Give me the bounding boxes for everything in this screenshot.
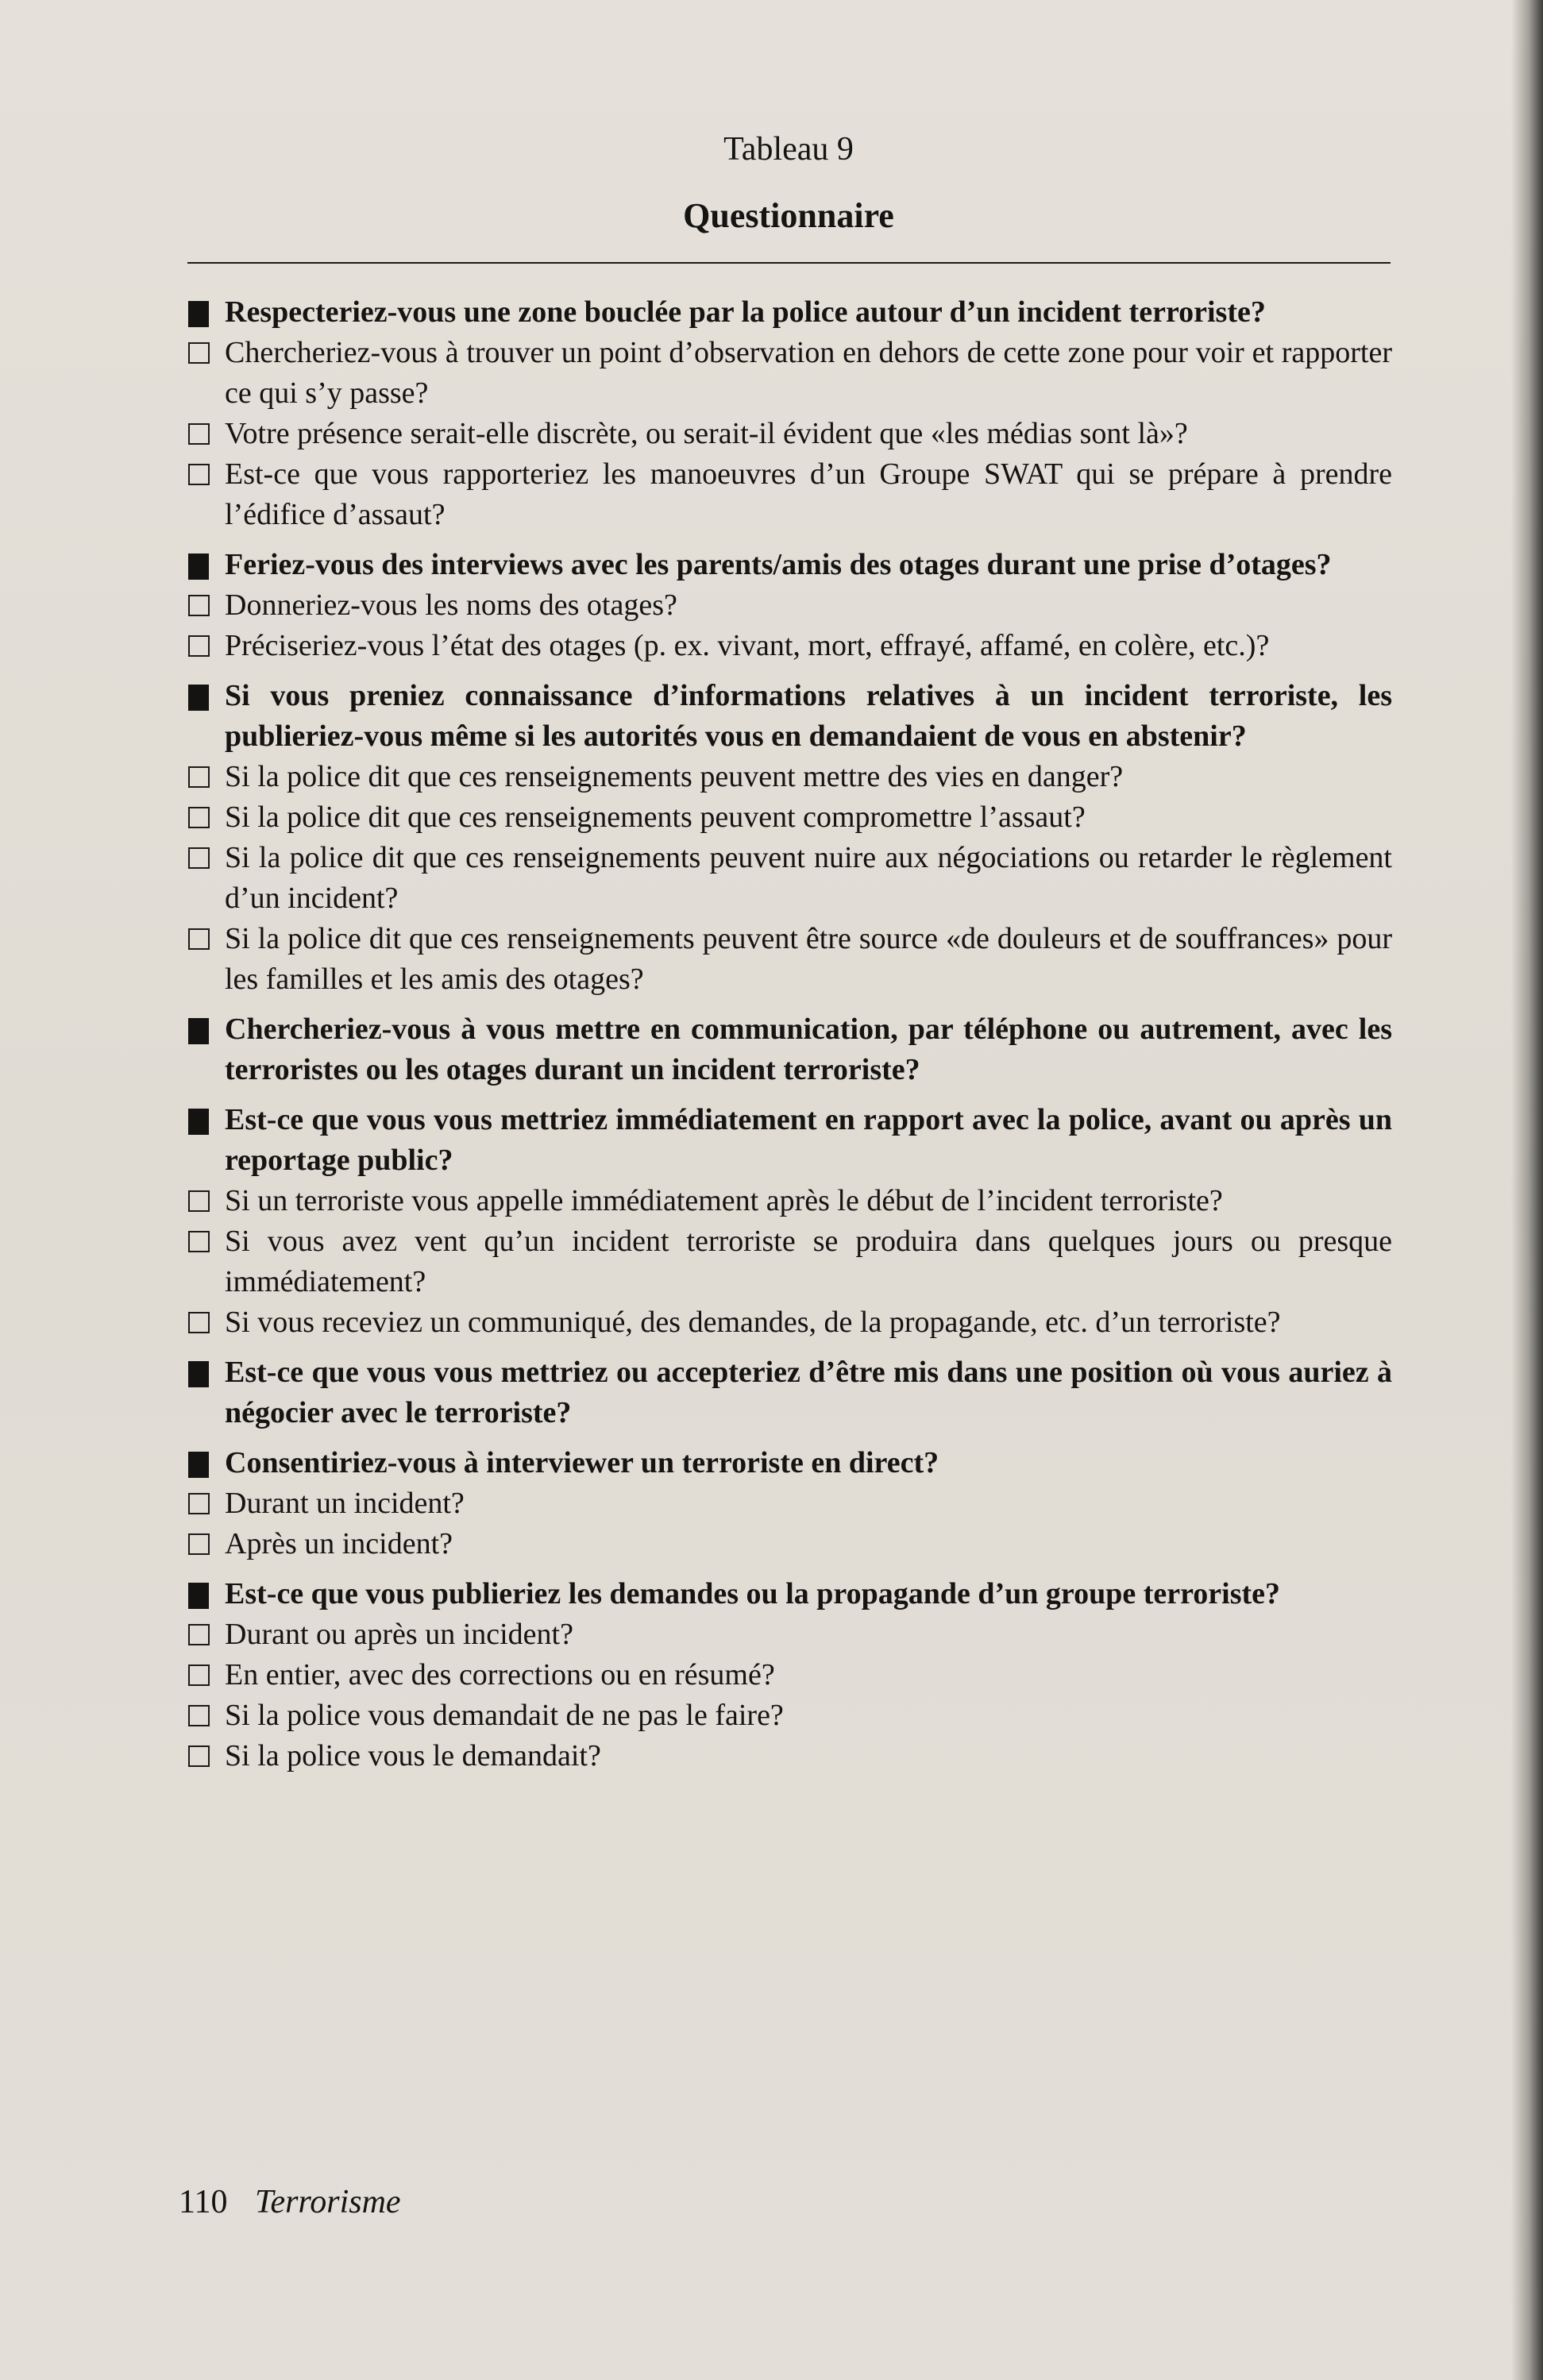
checkbox-item <box>185 1181 1392 1221</box>
empty-checkbox-icon <box>185 585 225 626</box>
checkbox-item <box>185 333 1392 414</box>
checkbox-item <box>185 838 1392 919</box>
checkbox-item-text: Préciseriez-vous l’état des otages (p. ex. vivant, mort, effrayé, affamé, en colère, etc.)? <box>225 629 1270 662</box>
table-label: Tableau 9 <box>723 131 854 168</box>
question-item <box>185 292 1392 333</box>
empty-checkbox-icon <box>185 1483 225 1524</box>
filled-square-icon <box>185 545 225 585</box>
binding-shadow <box>1511 0 1543 2380</box>
checkbox-item-text: En entier, avec des corrections ou en résumé? <box>225 1658 775 1691</box>
checkbox-item <box>185 1302 1392 1343</box>
checkbox-item-text: Durant ou après un incident? <box>225 1618 573 1651</box>
title-rule <box>187 262 1391 264</box>
checkbox-item-text: Si la police dit que ces renseignements peuvent nuire aux négociations ou retarder le règlement d’un incident? <box>225 841 1392 915</box>
checkbox-item <box>185 757 1392 797</box>
question-section <box>185 1443 1392 1564</box>
empty-checkbox-icon <box>185 838 225 919</box>
question-text: Chercheriez-vous à vous mettre en communication, par téléphone ou autrement, avec les terroristes ou les otages durant un incident terroriste? <box>225 1013 1392 1086</box>
question-section <box>185 1100 1392 1343</box>
question-text: Feriez-vous des interviews avec les parents/amis des otages durant une prise d’otages? <box>225 548 1332 581</box>
question-item <box>185 1352 1392 1433</box>
question-text: Si vous preniez connaissance d’informations relatives à un incident terroriste, les publieriez-vous même si les autorités vous en demandaient de vous en abstenir? <box>225 679 1392 753</box>
checkbox-item-text: Votre présence serait-elle discrète, ou serait-il évident que «les médias sont là»? <box>225 417 1188 450</box>
checkbox-item-text: Durant un incident? <box>225 1487 465 1520</box>
checkbox-item <box>185 1695 1392 1736</box>
page-footer <box>179 2180 401 2224</box>
filled-square-icon <box>185 1009 225 1090</box>
checkbox-item-text: Est-ce que vous rapporteriez les manoeuvres d’un Groupe SWAT qui se prépare à prendre l’édifice d’assaut? <box>225 457 1392 531</box>
checkbox-item-text: Si la police vous demandait de ne pas le faire? <box>225 1699 784 1732</box>
empty-checkbox-icon <box>185 1655 225 1695</box>
empty-checkbox-icon <box>185 454 225 535</box>
checkbox-item-text: Si la police dit que ces renseignements peuvent mettre des vies en danger? <box>225 760 1124 793</box>
empty-checkbox-icon <box>185 1524 225 1564</box>
empty-checkbox-icon <box>185 919 225 1000</box>
checkbox-item <box>185 1614 1392 1655</box>
checkbox-item <box>185 1221 1392 1302</box>
question-item <box>185 676 1392 757</box>
filled-square-icon <box>185 1574 225 1614</box>
empty-checkbox-icon <box>185 1614 225 1655</box>
checkbox-item-text: Donneriez-vous les noms des otages? <box>225 588 677 622</box>
empty-checkbox-icon <box>185 1181 225 1221</box>
checkbox-item <box>185 1524 1392 1564</box>
filled-square-icon <box>185 676 225 757</box>
running-title: Terrorisme <box>254 2184 401 2220</box>
page-content <box>185 127 1392 1786</box>
question-item <box>185 1574 1392 1614</box>
filled-square-icon <box>185 1443 225 1483</box>
checkbox-item <box>185 919 1392 1000</box>
question-section <box>185 1574 1392 1776</box>
question-item <box>185 1443 1392 1483</box>
question-text: Consentiriez-vous à interviewer un terroriste en direct? <box>225 1446 939 1479</box>
checkbox-item-text: Si vous receviez un communiqué, des demandes, de la propagande, etc. d’un terroriste? <box>225 1306 1281 1339</box>
checkbox-item <box>185 1655 1392 1695</box>
checkbox-item-text: Après un incident? <box>225 1527 453 1560</box>
checkbox-item <box>185 1483 1392 1524</box>
question-text: Respecteriez-vous une zone bouclée par la police autour d’un incident terroriste? <box>225 295 1266 329</box>
question-item <box>185 1100 1392 1181</box>
question-section <box>185 1352 1392 1433</box>
questionnaire-list <box>185 292 1392 1776</box>
empty-checkbox-icon <box>185 333 225 414</box>
empty-checkbox-icon <box>185 1221 225 1302</box>
empty-checkbox-icon <box>185 1302 225 1343</box>
question-text: Est-ce que vous publieriez les demandes ou la propagande d’un groupe terroriste? <box>225 1577 1280 1610</box>
checkbox-item-text: Si la police dit que ces renseignements peuvent être source «de douleurs et de souffrances» pour les familles et les amis des otages? <box>225 922 1392 996</box>
empty-checkbox-icon <box>185 1736 225 1776</box>
empty-checkbox-icon <box>185 626 225 666</box>
question-text: Est-ce que vous vous mettriez immédiatement en rapport avec la police, avant ou après un reportage public? <box>225 1103 1392 1177</box>
question-item <box>185 545 1392 585</box>
checkbox-item <box>185 414 1392 454</box>
checkbox-item-text: Chercheriez-vous à trouver un point d’observation en dehors de cette zone pour voir et rapporter ce qui s’y passe? <box>225 336 1392 410</box>
checkbox-item-text: Si vous avez vent qu’un incident terroriste se produira dans quelques jours ou presque immédiatement? <box>225 1225 1392 1298</box>
empty-checkbox-icon <box>185 797 225 838</box>
checkbox-item <box>185 797 1392 838</box>
checkbox-item-text: Si la police dit que ces renseignements peuvent compromettre l’assaut? <box>225 800 1086 834</box>
empty-checkbox-icon <box>185 414 225 454</box>
checkbox-item-text: Si un terroriste vous appelle immédiatement après le début de l’incident terroriste? <box>225 1184 1223 1217</box>
checkbox-item-text: Si la police vous le demandait? <box>225 1739 601 1772</box>
checkbox-item <box>185 454 1392 535</box>
question-section <box>185 676 1392 1000</box>
filled-square-icon <box>185 292 225 333</box>
checkbox-item <box>185 626 1392 666</box>
question-section <box>185 545 1392 666</box>
page-number: 110 <box>179 2184 228 2220</box>
checkbox-item <box>185 1736 1392 1776</box>
question-text: Est-ce que vous vous mettriez ou accepteriez d’être mis dans une position où vous auriez à négocier avec le terroriste? <box>225 1356 1392 1429</box>
table-title: Questionnaire <box>683 196 894 235</box>
filled-square-icon <box>185 1100 225 1181</box>
checkbox-item <box>185 585 1392 626</box>
empty-checkbox-icon <box>185 757 225 797</box>
filled-square-icon <box>185 1352 225 1433</box>
question-item <box>185 1009 1392 1090</box>
empty-checkbox-icon <box>185 1695 225 1736</box>
question-section <box>185 292 1392 535</box>
question-section <box>185 1009 1392 1090</box>
